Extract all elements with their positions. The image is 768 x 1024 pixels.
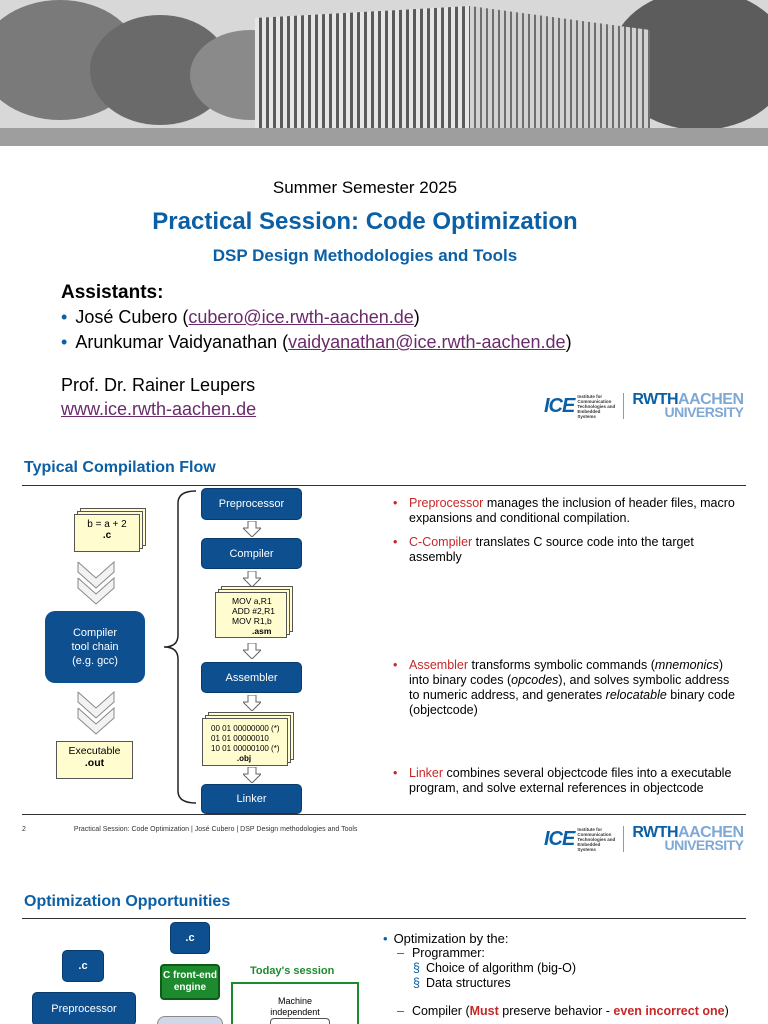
- executable-note: [56, 741, 133, 779]
- stage-preprocessor: Preprocessor: [32, 992, 136, 1024]
- university-word: UNIVERSITY: [664, 404, 744, 420]
- rwth-logo: [632, 393, 743, 419]
- obj-line: 10 01 00000100 (*): [211, 744, 280, 753]
- slide-title: Practical Session: Code Optimization: [152, 208, 578, 235]
- prog-item-text: Data structures: [425, 976, 511, 990]
- assistants-list: [61, 305, 572, 355]
- assistant-item: • Arunkumar Vaidyanathan (vaidyanathan@ice.rwth-aachen.de): [61, 330, 572, 355]
- toolchain-line: tool chain: [71, 641, 119, 653]
- down-arrow-icon: [243, 521, 261, 537]
- compiler-text: preserve behavior -: [498, 1004, 614, 1018]
- bullet-preprocessor: [393, 496, 743, 526]
- obj-file-note: [202, 718, 288, 766]
- top-rule: [22, 485, 746, 486]
- stage-linker: Linker: [201, 784, 302, 814]
- executable-label: Executable: [68, 745, 121, 757]
- ice-logo-text: Institute for Communication Technologies and Embedded Systems: [577, 393, 616, 419]
- toolchain-line: (e.g. gcc): [72, 655, 118, 667]
- bullet-text: ), and solves symbolic address to numeric address, and generates: [409, 673, 730, 702]
- opt-prog-item: § Data structures: [413, 976, 511, 990]
- institute-logos: [544, 826, 744, 852]
- mi-line: Machine: [277, 996, 313, 1006]
- source-code: b = a + 2: [87, 519, 127, 530]
- curly-brace: [160, 489, 200, 805]
- bullet-item: [393, 658, 743, 718]
- asm-ext: .asm: [252, 626, 272, 636]
- todays-session-label: Today's session: [250, 965, 335, 977]
- optimization-list: [383, 931, 763, 1019]
- bullet-text: translates C source code into the target assembly: [409, 535, 694, 564]
- semester-label: Summer Semester 2025: [272, 178, 458, 197]
- asm-line: ADD #2,R1: [232, 606, 275, 616]
- bullet-item: [393, 766, 743, 796]
- bullet-italic: relocatable: [605, 688, 667, 702]
- frontend-line: engine: [173, 982, 207, 993]
- ice-mark: ICE: [544, 827, 575, 850]
- programmer-label: Programmer:: [411, 946, 485, 960]
- opt-heading: • Optimization by the:: [383, 931, 509, 946]
- aachen-word: AACHEN: [678, 824, 744, 841]
- bullet-text: manages the inclusion of header files, macro expansions and conditional compilation.: [409, 496, 735, 525]
- source-file-note: [74, 514, 140, 552]
- bullet-text: combines several objectcode files into a executable program, and solve external references in objectcode: [409, 766, 732, 795]
- compiler-text: Compiler (: [411, 1004, 470, 1018]
- website-link[interactable]: www.ice.rwth-aachen.de: [61, 399, 257, 419]
- opt-compiler: – Compiler (Must preserve behavior - even incorrect one): [397, 1004, 729, 1018]
- bullet-keyword: Linker: [409, 766, 444, 780]
- obj-line: 00 01 00000000 (*): [211, 724, 280, 733]
- stage-preprocessor: Preprocessor: [201, 488, 302, 520]
- bullet-text: transforms symbolic commands (: [468, 658, 655, 672]
- down-arrow-icon: [243, 695, 261, 711]
- compiler-text: ): [724, 1004, 729, 1018]
- top-rule: [22, 918, 746, 919]
- bullet-item: [393, 535, 743, 565]
- compiler-incorrect: even incorrect one: [613, 1004, 725, 1018]
- ice-logo: [544, 827, 617, 852]
- source-ext: .c: [102, 530, 112, 541]
- bullet-text: binary code (objectcode): [409, 688, 735, 717]
- logo-divider: [623, 393, 624, 419]
- down-arrow-icon: [243, 571, 261, 587]
- stage-assembler: Assembler: [201, 662, 302, 693]
- rwth-word: RWTH: [632, 391, 679, 408]
- asm-line: MOV R1,b: [232, 616, 272, 626]
- bullet-italic: opcodes: [511, 673, 559, 687]
- obj-line: 01 01 00000010: [211, 734, 269, 743]
- opt-heading-text: Optimization by the:: [393, 931, 509, 946]
- bullet-compiler: [393, 535, 743, 565]
- section-title-compilation: Typical Compilation Flow: [24, 459, 216, 476]
- slide-subtitle: DSP Design Methodologies and Tools: [212, 246, 518, 265]
- section-title-optimization: Optimization Opportunities: [24, 893, 231, 910]
- institute-logos: [544, 393, 744, 419]
- assistants-heading: Assistants:: [61, 282, 164, 303]
- c-file-left: .c: [62, 950, 104, 982]
- bottom-rule: [22, 814, 746, 815]
- bullet-linker: [393, 766, 743, 796]
- opt-prog-item: § Choice of algorithm (big-O): [413, 961, 577, 975]
- compiler-must: Must: [469, 1004, 499, 1018]
- aachen-word: AACHEN: [678, 391, 744, 408]
- frontend-line: C front-end: [163, 970, 217, 981]
- frontend-engine-box: [160, 964, 220, 1000]
- professor-name: Prof. Dr. Rainer Leupers: [61, 375, 256, 395]
- machine-independent-label: [231, 996, 359, 1018]
- slide-footer: [22, 826, 357, 833]
- ice-mark: ICE: [544, 394, 575, 417]
- rwth-word: RWTH: [632, 824, 679, 841]
- assistant-name: Arunkumar Vaidyanathan: [75, 332, 278, 352]
- bullet-keyword: C-Compiler: [409, 535, 473, 549]
- toolchain-box: [45, 611, 145, 683]
- assistant-email-link[interactable]: cubero@ice.rwth-aachen.de: [188, 307, 414, 327]
- optimizer-box: [270, 1018, 330, 1024]
- chevron-down-icon: [76, 558, 116, 608]
- logo-divider: [623, 826, 624, 852]
- bullet-text: ) into binary codes (: [409, 658, 723, 687]
- bullet-keyword: Assembler: [409, 658, 469, 672]
- assistant-item: • José Cubero (cubero@ice.rwth-aachen.de): [61, 305, 572, 330]
- rwth-logo: [632, 826, 743, 852]
- bullet-italic: mnemonics: [654, 658, 719, 672]
- mi-line: independent: [270, 1007, 320, 1017]
- opt-programmer: – Programmer:: [397, 946, 485, 960]
- toolchain-line: Compiler: [72, 627, 117, 639]
- asm-line: MOV a,R1: [232, 596, 272, 606]
- ice-logo: [544, 394, 617, 419]
- database-icon: [157, 1016, 223, 1024]
- footer-text: Practical Session: Code Optimization | José Cubero | DSP Design methodologies and Tools: [73, 826, 358, 833]
- executable-ext: .out: [84, 757, 105, 769]
- assistant-email-link[interactable]: vaidyanathan@ice.rwth-aachen.de: [288, 332, 566, 352]
- prog-item-text: Choice of algorithm (big-O): [425, 961, 577, 975]
- asm-file-note: [215, 592, 287, 638]
- chevron-down-icon: [76, 688, 116, 738]
- down-arrow-icon: [243, 643, 261, 659]
- c-file-top: .c: [170, 922, 210, 954]
- assistant-name: José Cubero: [75, 307, 178, 327]
- bullet-keyword: Preprocessor: [409, 496, 484, 510]
- bullet-item: [393, 496, 743, 526]
- down-arrow-icon: [243, 767, 261, 783]
- ice-logo-text: Institute for Communication Technologies and Embedded Systems: [577, 826, 616, 852]
- bullet-assembler: [393, 658, 743, 718]
- stage-compiler: Compiler: [201, 538, 302, 569]
- university-word: UNIVERSITY: [664, 837, 744, 853]
- obj-ext: .obj: [236, 754, 252, 763]
- building-photo: [0, 0, 768, 146]
- page-number: 2: [22, 826, 26, 833]
